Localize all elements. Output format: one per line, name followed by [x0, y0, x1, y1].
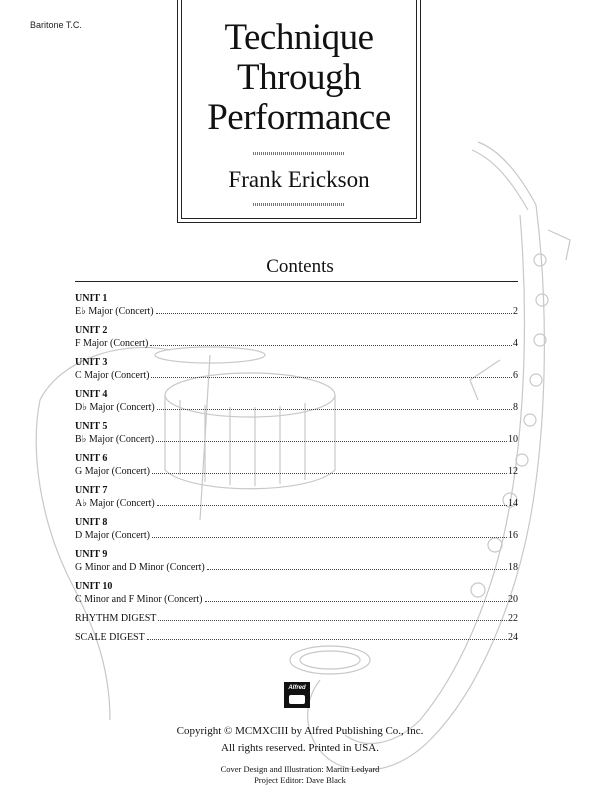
author-name: Frank Erickson: [228, 167, 370, 192]
unit-heading: UNIT 4: [75, 389, 108, 400]
copyright-line: Copyright © MCMXCIII by Alfred Publishing Co., Inc.: [176, 725, 424, 737]
toc-entry-label: G Minor and D Minor (Concert): [75, 562, 205, 573]
title-frame: [177, 0, 421, 223]
leader-dots: [150, 345, 512, 346]
toc-entry-label: RHYTHM DIGEST: [75, 613, 157, 624]
leader-dots: [157, 505, 507, 506]
instrument-label: Baritone T.C.: [30, 20, 82, 30]
unit-heading: UNIT 3: [75, 357, 108, 368]
toc-entry-page: 20: [508, 594, 518, 605]
contents-heading: Contents: [266, 256, 334, 277]
leader-dots: [147, 639, 507, 640]
cover-credit: Cover Design and Illustration: Martin Ledyard: [220, 764, 380, 774]
toc-entry[interactable]: [75, 561, 518, 575]
leader-dots: [157, 409, 512, 410]
leader-dots: [158, 620, 507, 621]
unit-heading: UNIT 5: [75, 421, 108, 432]
toc-entry-page: 22: [508, 613, 518, 624]
credits-block: [0, 764, 600, 786]
alfred-logo-icon: [284, 682, 310, 708]
unit-heading: UNIT 6: [75, 453, 108, 464]
toc-entry-page: 12: [508, 466, 518, 477]
title-line-1: Technique: [224, 17, 374, 58]
toc-entry-page: 6: [513, 370, 518, 381]
toc-entry[interactable]: [75, 305, 518, 319]
contents-rule: [75, 281, 518, 282]
toc-entry-label: C Minor and F Minor (Concert): [75, 594, 203, 605]
title-frame-inner: [181, 0, 417, 219]
book-title: [182, 0, 416, 138]
toc-entry-label: SCALE DIGEST: [75, 632, 145, 643]
logo-mark: [289, 695, 305, 704]
leader-dots: [207, 569, 507, 570]
logo-text: Alfred: [288, 685, 306, 691]
toc-entry[interactable]: [75, 593, 518, 607]
title-line-3: Performance: [207, 97, 391, 138]
title-line-2: Through: [237, 57, 361, 98]
toc-entry-page: 10: [508, 434, 518, 445]
toc-entry[interactable]: [75, 497, 518, 511]
toc-entry[interactable]: [75, 465, 518, 479]
toc-entry-label: D Major (Concert): [75, 530, 150, 541]
toc-entry-page: 16: [508, 530, 518, 541]
toc-entry-page: 24: [508, 632, 518, 643]
unit-heading: UNIT 1: [75, 293, 108, 304]
toc-entry-label: F Major (Concert): [75, 338, 149, 349]
toc-entry-page: 14: [508, 498, 518, 509]
leader-dots: [156, 313, 512, 314]
title-divider-bottom: [253, 203, 345, 206]
toc-entry[interactable]: [75, 369, 518, 383]
toc-entry-scale-digest[interactable]: [75, 631, 518, 645]
editor-credit: Project Editor: Dave Black: [254, 775, 346, 785]
unit-heading: UNIT 9: [75, 549, 108, 560]
copyright-block: [0, 723, 600, 757]
toc-entry[interactable]: [75, 401, 518, 415]
toc-entry[interactable]: [75, 529, 518, 543]
toc-entry-label: E♭ Major (Concert): [75, 306, 154, 317]
toc-entry-rhythm-digest[interactable]: [75, 612, 518, 626]
rights-line: All rights reserved. Printed in USA.: [221, 742, 379, 754]
leader-dots: [152, 537, 507, 538]
leader-dots: [152, 473, 507, 474]
table-of-contents: [75, 292, 518, 645]
toc-entry-label: B♭ Major (Concert): [75, 434, 155, 445]
leader-dots: [205, 601, 508, 602]
toc-entry-page: 2: [513, 306, 518, 317]
toc-entry[interactable]: [75, 433, 518, 447]
toc-entry[interactable]: [75, 337, 518, 351]
unit-heading: UNIT 7: [75, 485, 108, 496]
toc-entry-page: 8: [513, 402, 518, 413]
leader-dots: [151, 377, 512, 378]
toc-entry-label: C Major (Concert): [75, 370, 150, 381]
toc-entry-page: 18: [508, 562, 518, 573]
toc-entry-label: G Major (Concert): [75, 466, 150, 477]
unit-heading: UNIT 10: [75, 581, 113, 592]
toc-entry-label: A♭ Major (Concert): [75, 498, 155, 509]
leader-dots: [156, 441, 507, 442]
toc-entry-label: D♭ Major (Concert): [75, 402, 155, 413]
title-divider-top: [253, 152, 345, 155]
unit-heading: UNIT 8: [75, 517, 108, 528]
unit-heading: UNIT 2: [75, 325, 108, 336]
toc-entry-page: 4: [513, 338, 518, 349]
